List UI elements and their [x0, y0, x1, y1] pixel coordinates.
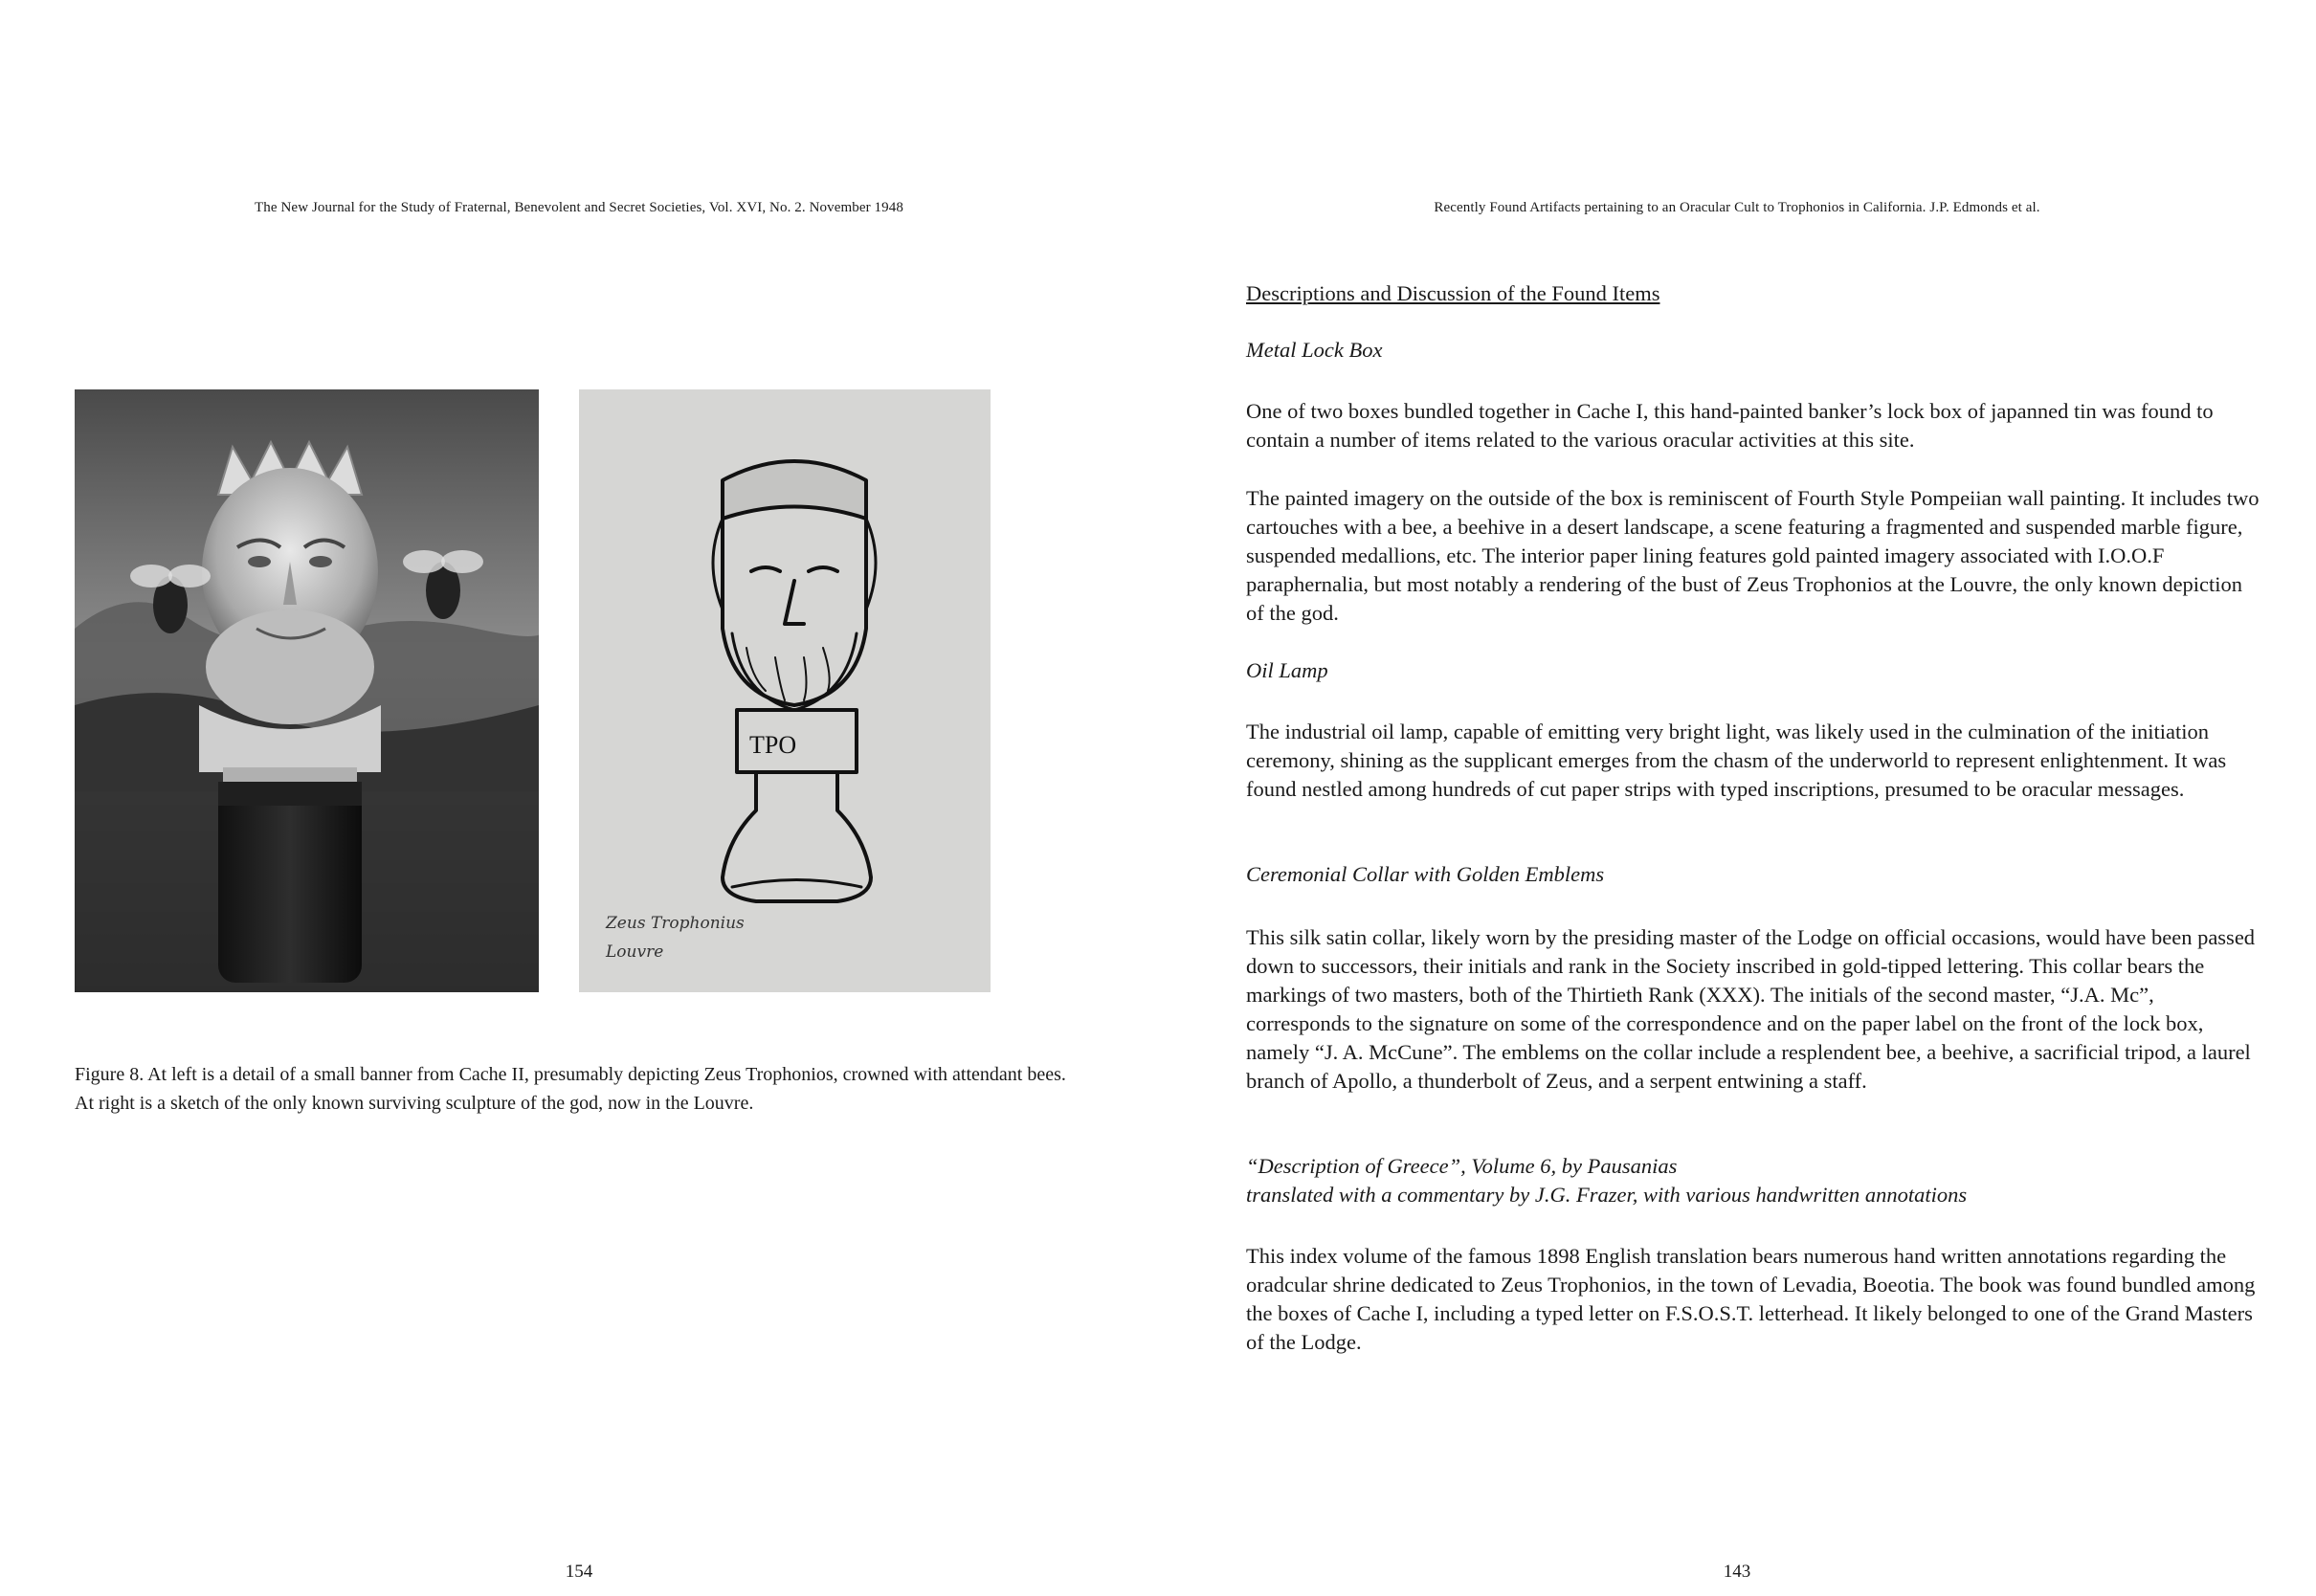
paragraph: One of two boxes bundled together in Cache I, this hand-painted banker’s lock box of japanned tin was found to contain a number of items related to the various oracular activities at this site.: [1246, 399, 2214, 452]
item-heading-oil-lamp: Oil Lamp: [1246, 658, 1328, 682]
paragraph: This silk satin collar, likely worn by the presiding master of the Lodge on official occasions, would have been passed down to successors, their initials and rank in the Society inscribed in gold-tipped lettering. This collar bears the markings of two masters, both of the Thirtieth Rank (XXX). The initials of the second master, “J.A. Mc”, corresponds to the signature on some of the correspondence and on the paper label on the front of the lock box, namely “J. A. McCune”. The emblems on the collar include a resplendent bee, a beehive, a sacrificial tripod, a laurel branch of Apollo, a thunderbolt of Zeus, and a serpent entwining a staff.: [1246, 925, 2256, 1093]
item-heading-collar: Ceremonial Collar with Golden Emblems: [1246, 862, 1605, 886]
banner-illustration: [75, 389, 539, 992]
running-head-right: Recently Found Artifacts pertaining to an Oracular Cult to Trophonios in California. J.P. Edmonds et al.: [1434, 200, 2040, 215]
page-number-right: 143: [1723, 1562, 1751, 1582]
right-page: [1158, 0, 2316, 1596]
handwriting-line-1: Zeus Trophonius: [606, 914, 745, 933]
paragraph: The industrial oil lamp, capable of emitting very bright light, was likely used in the culmination of the initiation ceremony, shining as the supplicant emerges from the chasm of the underworld to represent enlightenment. It was found nestled among hundreds of cut paper strips with typed inscriptions, presumed to be oracular messages.: [1246, 720, 2227, 801]
paragraph: This index volume of the famous 1898 English translation bears numerous hand written annotations regarding the oradcular shrine dedicated to Zeus Trophonios, in the town of Levadia, Boeotia. The book was found bundled among the boxes of Cache I, including a typed letter on F.S.O.S.T. letterhead. It likely belonged to one of the Grand Masters of the Lodge.: [1246, 1244, 2256, 1354]
sketch-figure: [579, 389, 991, 992]
item-subheading-pausanias: translated with a commentary by J.G. Frazer, with various handwritten annotations: [1246, 1183, 1968, 1207]
figure-caption: Figure 8. At left is a detail of a small banner from Cache II, presumably depicting Zeus Trophonios, crowned with attendant bees. At right is a sketch of the only known surviving sculpture of the god, now in the Louvre.: [75, 1064, 1066, 1114]
section-title: Descriptions and Discussion of the Found Items: [1246, 281, 1660, 305]
running-head-left: The New Journal for the Study of Fraternal, Benevolent and Secret Societies, Vol. XVI, No. 2. November 1948: [255, 200, 903, 215]
sketch-illustration: [579, 389, 991, 992]
plinth-label: TPO: [749, 731, 797, 759]
item-heading-pausanias: “Description of Greece”, Volume 6, by Pausanias: [1246, 1154, 1678, 1178]
handwriting-line-2: Louvre: [606, 942, 664, 962]
paragraph: The painted imagery on the outside of the box is reminiscent of Fourth Style Pompeiian wall painting. It includes two cartouches with a bee, a beehive in a desert landscape, a scene featuring a fragmented and suspended marble figure, suspended medallions, etc. The interior paper lining features gold painted imagery associated with I.O.O.F paraphernalia, but most notably a rendering of the bust of Zeus Trophonios at the Louvre, the only known depiction of the god.: [1246, 486, 2260, 625]
page-number-left: 154: [565, 1562, 593, 1582]
item-heading-lock-box: Metal Lock Box: [1246, 338, 1383, 362]
banner-figure: [75, 389, 539, 992]
